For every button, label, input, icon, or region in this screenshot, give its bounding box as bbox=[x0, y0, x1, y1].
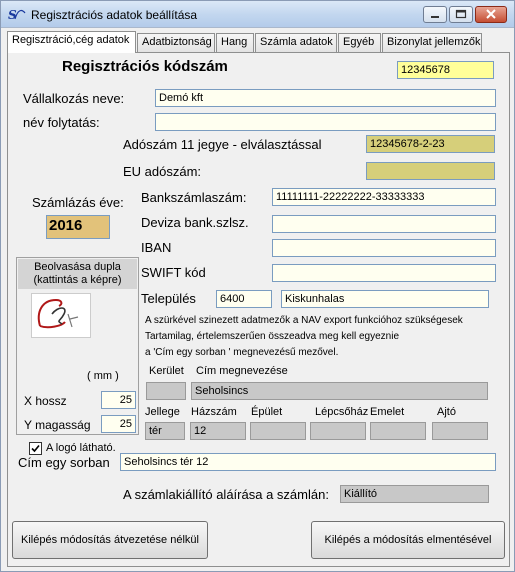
house-number-label: Házszám bbox=[191, 406, 237, 418]
tab-strip bbox=[7, 31, 512, 53]
minimize-icon bbox=[424, 7, 446, 22]
tab-document-properties[interactable]: Bizonylat jellemzők bbox=[382, 33, 482, 52]
building-input[interactable] bbox=[250, 422, 306, 440]
checkmark-icon bbox=[30, 443, 41, 454]
tab-invoice-data[interactable]: Számla adatok bbox=[255, 33, 337, 52]
city-input[interactable]: Kiskunhalas bbox=[281, 290, 489, 308]
name-continuation-input[interactable] bbox=[155, 113, 496, 131]
swift-label: SWIFT kód bbox=[141, 265, 206, 280]
logo-scan-hint-text: Beolvasása dupla (kattintás a képre) bbox=[33, 261, 122, 286]
logo-unit-label: ( mm ) bbox=[87, 370, 119, 382]
bank-account-label: Bankszámlaszám: bbox=[141, 190, 247, 205]
door-label: Ajtó bbox=[437, 406, 456, 418]
tab-sound[interactable]: Hang bbox=[216, 33, 254, 52]
nav-note-line3: a 'Cím egy sorban ' megnevezésű mezővel. bbox=[145, 347, 339, 358]
fx-bank-label: Deviza bank.szlsz. bbox=[141, 215, 249, 230]
logo-x-length-label: X hossz bbox=[24, 394, 67, 408]
window-title: Regisztrációs adatok beállítása bbox=[31, 8, 198, 22]
nav-note-line1: A szürkével szinezett adatmezők a NAV export funkcióhoz szükségesek bbox=[145, 315, 463, 326]
building-label: Épület bbox=[251, 406, 283, 418]
city-label: Település bbox=[141, 291, 196, 306]
tax-number-input[interactable]: 12345678-2-23 bbox=[366, 135, 495, 153]
close-button[interactable] bbox=[475, 6, 507, 23]
registration-panel bbox=[7, 52, 510, 567]
eu-tax-label: EU adószám: bbox=[123, 164, 202, 179]
zip-code-input[interactable]: 6400 bbox=[216, 290, 272, 308]
district-label: Kerület bbox=[149, 365, 184, 377]
stair-input[interactable] bbox=[310, 422, 366, 440]
signature-label: A számlakiállító aláírása a számlán: bbox=[123, 487, 329, 502]
tab-registration[interactable]: Regisztráció,cég adatok bbox=[7, 31, 136, 53]
exit-and-save-button[interactable]: Kilépés a módosítás elmentésével bbox=[311, 521, 505, 559]
maximize-icon bbox=[450, 7, 472, 22]
company-name-input[interactable]: Demó kft bbox=[155, 89, 496, 107]
iban-input[interactable] bbox=[272, 239, 496, 257]
app-logo-icon bbox=[8, 7, 26, 22]
street-name-label: Cím megnevezése bbox=[196, 365, 288, 377]
floor-input[interactable] bbox=[370, 422, 426, 440]
district-input[interactable] bbox=[146, 382, 186, 400]
logo-image-icon bbox=[32, 294, 90, 337]
house-number-input[interactable]: 12 bbox=[190, 422, 246, 440]
title-bar[interactable] bbox=[1, 1, 514, 28]
logo-y-height-label: Y magasság bbox=[24, 418, 91, 432]
company-name-label: Vállalkozás neve: bbox=[23, 91, 125, 106]
signature-input[interactable]: Kiállító bbox=[340, 485, 489, 503]
logo-settings-group bbox=[16, 257, 139, 435]
type-label: Jellege bbox=[145, 406, 180, 418]
exit-without-saving-button[interactable]: Kilépés módosítás átvezetése nélkül bbox=[12, 521, 208, 559]
swift-input[interactable] bbox=[272, 264, 496, 282]
reg-code-input[interactable]: 12345678 bbox=[397, 61, 494, 79]
bank-account-input[interactable]: 11111111-22222222-33333333 bbox=[272, 188, 496, 206]
stair-label: Lépcsőház bbox=[315, 406, 369, 418]
logo-visible-label: A logó látható. bbox=[46, 442, 116, 454]
billing-year-label: Számlázás éve: bbox=[32, 195, 124, 210]
floor-label: Emelet bbox=[370, 406, 405, 418]
iban-label: IBAN bbox=[141, 240, 172, 255]
company-logo-image[interactable] bbox=[31, 293, 91, 338]
maximize-button[interactable] bbox=[449, 6, 473, 23]
fx-bank-input[interactable] bbox=[272, 215, 496, 233]
logo-visible-checkbox[interactable] bbox=[29, 442, 42, 455]
billing-year-input[interactable]: 2016 bbox=[46, 215, 110, 239]
close-icon bbox=[476, 7, 506, 22]
tab-data-security[interactable]: Adatbiztonság bbox=[137, 33, 215, 52]
tax-number-label: Adószám 11 jegye - elválasztással bbox=[123, 137, 322, 152]
reg-code-heading: Regisztrációs kódszám bbox=[62, 58, 228, 75]
address-one-line-input[interactable]: Seholsincs tér 12 bbox=[120, 453, 496, 471]
tab-other[interactable]: Egyéb bbox=[338, 33, 381, 52]
logo-y-height-input[interactable]: 25 bbox=[101, 415, 136, 433]
door-input[interactable] bbox=[432, 422, 488, 440]
svg-text:S: S bbox=[8, 8, 17, 22]
logo-scan-hint bbox=[18, 259, 137, 289]
nav-note-line2: Tartamilag, értelemszerűen összeadva meg kell egyeznie bbox=[145, 331, 400, 342]
minimize-button[interactable] bbox=[423, 6, 447, 23]
type-input[interactable]: tér bbox=[145, 422, 185, 440]
logo-x-length-input[interactable]: 25 bbox=[101, 391, 136, 409]
eu-tax-input[interactable] bbox=[366, 162, 495, 180]
name-continuation-label: név folytatás: bbox=[23, 115, 100, 130]
address-one-line-label: Cím egy sorban bbox=[18, 455, 110, 470]
street-name-input[interactable]: Seholsincs bbox=[191, 382, 488, 400]
